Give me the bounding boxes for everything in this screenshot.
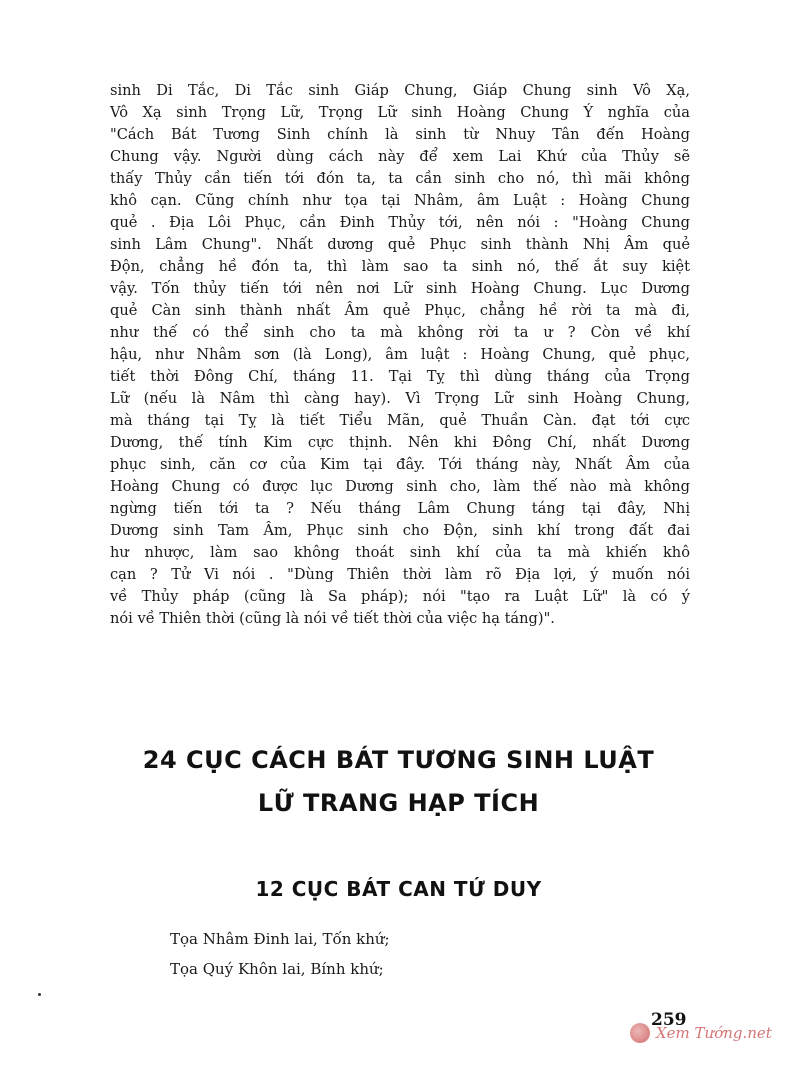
body-line: về Thủy pháp (cũng là Sa pháp); nói "tạo ra Luật Lữ" là có ý [110, 588, 690, 605]
body-line: quẻ . Địa Lôi Phục, cần Đinh Thủy tới, nên nói : "Hoàng Chung [110, 214, 690, 231]
body-line: khô cạn. Cũng chính như tọa tại Nhâm, âm Luật : Hoàng Chung [110, 192, 690, 209]
body-line: nói về Thiên thời (cũng là nói về tiết thời của việc hạ táng)". [110, 610, 555, 627]
watermark-text: Xem Tướng.net [656, 1024, 772, 1042]
body-line: sinh Di Tắc, Di Tắc sinh Giáp Chung, Giáp Chung sinh Vô Xạ, [110, 82, 690, 99]
body-line: tiết thời Đông Chí, tháng 11. Tại Tỵ thì dùng tháng của Trọng [110, 368, 690, 385]
verse-line-2: Tọa Quý Khôn lai, Bính khứ; [170, 960, 384, 978]
body-line: Dương, thế tính Kim cực thịnh. Nên khi Đông Chí, nhất Dương [110, 434, 690, 451]
body-line: Chung vậy. Người dùng cách này để xem Lai Khứ của Thủy sẽ [110, 148, 690, 165]
body-line: mà tháng tại Tỵ là tiết Tiểu Mãn, quẻ Thuần Càn. đạt tới cực [110, 412, 690, 429]
body-line: cạn ? Tử Vi nói . "Dùng Thiên thời làm rõ Địa lợi, ý muốn nói [110, 566, 690, 583]
body-line: thấy Thủy cần tiến tới đón ta, ta cần sinh cho nó, thì mãi không [110, 170, 690, 187]
body-line: hậu, như Nhâm sơn (là Long), âm luật : Hoàng Chung, quẻ phục, [110, 346, 690, 363]
body-line: phục sinh, căn cơ của Kim tại đây. Tới tháng này, Nhất Âm của [110, 456, 690, 473]
body-line: Lữ (nếu là Nâm thì càng hay). Vì Trọng Lữ sinh Hoàng Chung, [110, 390, 690, 407]
body-line: Độn, chẳng hề đón ta, thì làm sao ta sinh nó, thế ắt suy kiệt [110, 258, 690, 275]
section-subheading: 12 CỤC BÁT CAN TỨ DUY [255, 877, 542, 901]
chapter-heading-line-1: 24 CỤC CÁCH BÁT TƯƠNG SINH LUẬT [142, 746, 655, 774]
body-line: hư nhược, làm sao không thoát sinh khí của ta mà khiến khô [110, 544, 690, 561]
body-line: quẻ Càn sinh thành nhất Âm quẻ Phục, chẳng hề rời ta mà đi, [110, 302, 690, 319]
body-line: sinh Lâm Chung". Nhất dương quẻ Phục sinh thành Nhị Âm quẻ [110, 236, 690, 253]
stray-mark [38, 993, 41, 996]
body-paragraph [110, 80, 690, 630]
chapter-heading-line-2: LỮ TRANG HẠP TÍCH [257, 789, 540, 817]
body-line: "Cách Bát Tương Sinh chính là sinh từ Nhuy Tân đến Hoàng [110, 126, 690, 143]
yin-yang-icon [630, 1023, 650, 1043]
body-line: Hoàng Chung có được lục Dương sinh cho, làm thế nào mà không [110, 478, 690, 495]
body-line: ngừng tiến tới ta ? Nếu tháng Lâm Chung táng tại đây, Nhị [110, 500, 690, 517]
verse-line-1: Tọa Nhâm Đinh lai, Tốn khứ; [170, 930, 390, 948]
body-line: Vô Xạ sinh Trọng Lữ, Trọng Lữ sinh Hoàng Chung Ý nghĩa của [110, 104, 690, 121]
body-line: Dương sinh Tam Âm, Phục sinh cho Độn, sinh khí trong đất đai [110, 522, 690, 539]
body-line: như thế có thể sinh cho ta mà không rời ta ư ? Còn về khí [110, 324, 690, 341]
body-line: vậy. Tốn thủy tiến tới nên nơi Lữ sinh Hoàng Chung. Lục Dương [110, 280, 690, 297]
page-number: 259 [651, 1010, 687, 1030]
